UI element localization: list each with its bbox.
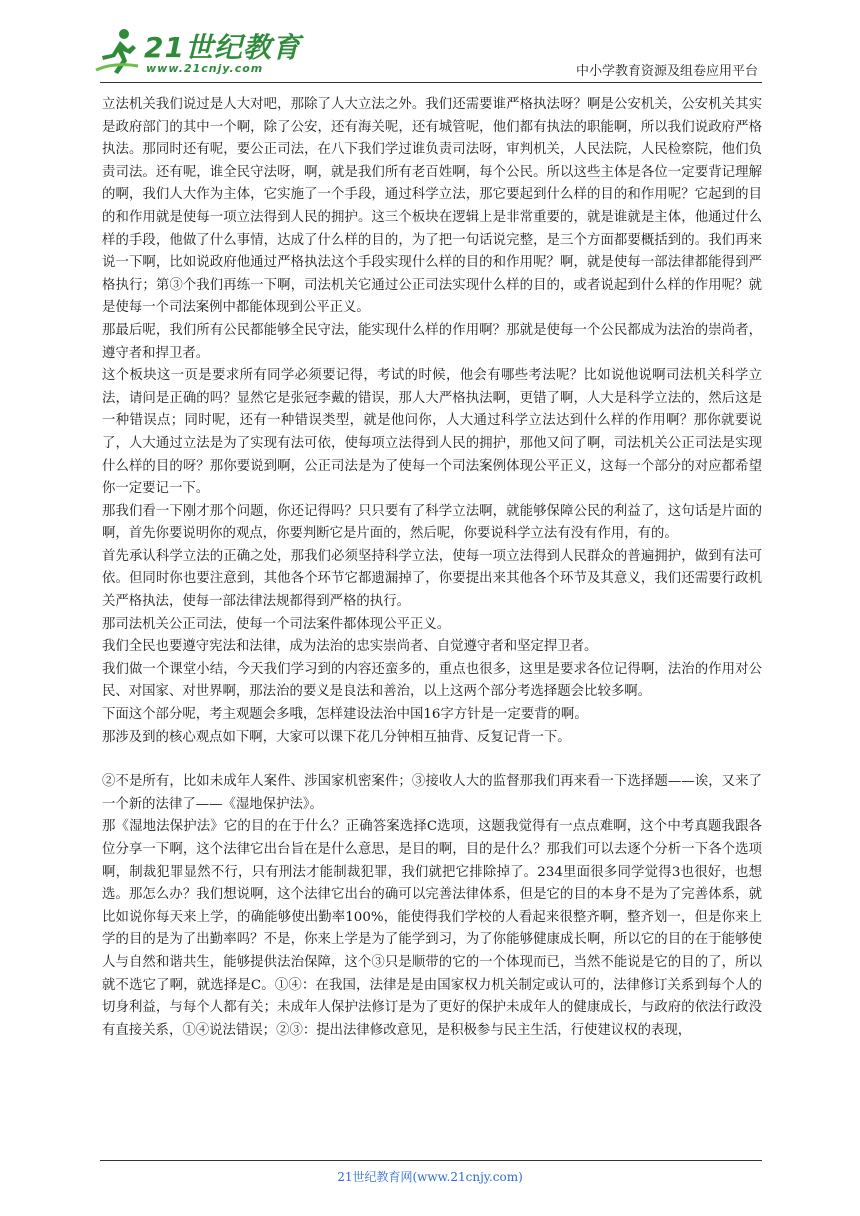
paragraph: 那我们看一下刚才那个问题，你还记得吗？只只要有了科学立法啊，就能够保障公民的利益了，这句话是片面的啊，首先你要说明你的观点，你要判断它是片面的，然后呢，你要说科学立法有没有作用，有的。 <box>102 503 762 542</box>
running-person-icon <box>94 26 142 78</box>
paragraph: ②不是所有，比如未成年人案件、涉国家机密案件；③接收人大的监督那我们再来看一下选择题——诶，又来了一个新的法律了——《湿地保护法》。 <box>102 774 762 812</box>
document-body <box>102 94 762 1042</box>
paragraph-gap <box>102 749 762 771</box>
paragraph: 那司法机关公正司法，使每一个司法案件都体现公平正义。 <box>102 616 451 632</box>
paragraph: 那最后呢，我们所有公民都能够全民守法，能实现什么样的作用啊？那就是使每一个公民都成为法治的崇尚者，遵守者和捍卫者。 <box>102 322 762 361</box>
paragraph: 那涉及到的核心观点如下啊，大家可以课下花几分钟相互抽背、反复记背一下。 <box>102 729 571 745</box>
paragraph: 我们全民也要遵守宪法和法律，成为法治的忠实崇尚者、自觉遵守者和坚定捍卫者。 <box>102 639 598 655</box>
site-logo <box>94 26 301 78</box>
platform-title: 中小学教育资源及组卷应用平台 <box>575 64 758 79</box>
page-footer: 21世纪教育网(www.21cnjy.com) <box>337 1170 523 1184</box>
paragraph: 这个板块这一页是要求所有同学必须要记得，考试的时候，他会有哪些考法呢？比如说他说啊司法机关科学立法，请问是正确的吗？显然它是张冠李戴的错误，那人大严格执法啊，更错了啊，人大是科学立法的，然后这是一种错误点；同时呢，还有一种错误类型，就是他问你，人大通过科学立法达到什么样的作用啊？那你就要说了，人大通过立法是为了实现有法可依，使每项立法得到人民的拥护，那他又问了啊，司法机关公正司法是实现什么样的目的呀？那你要说到啊，公正司法是为了使每一个司法案例体现公平正义，这每一个部分的对应都希望你一定要记一下。 <box>102 368 762 497</box>
footer-divider <box>100 1160 762 1161</box>
paragraph: 我们做一个课堂小结，今天我们学习到的内容还蛮多的，重点也很多，这里是要求各位记得啊，法治的作用对公民、对国家、对世界啊，那法治的要义是良法和善治，以上这两个部分考选择题会比较多啊。 <box>102 661 762 700</box>
paragraph: 首先承认科学立法的正确之处，那我们必须坚持科学立法，使每一项立法得到人民群众的普遍拥护，做到有法可依。但同时你也要注意到，其他各个环节它都遗漏掉了，你要提出来其他各个环节及其意义，我们还需要行政机关严格执法，使每一部法律法规都得到严格的执行。 <box>102 548 762 610</box>
page-header <box>0 0 860 92</box>
paragraph: 那《湿地法保护法》它的目的在于什么？正确答案选择C选项，这题我觉得有一点点难啊，这个中考真题我跟各位分享一下啊，这个法律它出台旨在是什么意思，是目的啊，目的是什么？那我们可以去逐个分析一下各个选项啊，制裁犯罪显然不行，只有刑法才能制裁犯罪，我们就把它排除掉了。234里面很多同学觉得3也很好，也想选。那怎么办？我们想说啊，这个法律它出台的确可以完善法律体系，但是它的目的本身不是为了完善体系，就比如说你每天来上学，的确能够使出勤率100%，能使得我们学校的人看起来很整齐啊，整齐划一，但是你来上学的目的是为了出勤率吗？不是，你来上学是为了能学到习，为了你能够健康成长啊，所以它的目的在于能够使人与自然和谐共生，能够提供法治保障，这个③只是顺带的它的一个体现而已，当然不能说是它的目的了，所以就不选它了啊，就选择是C。①④：在我国，法律是是由国家权力机关制定或认可的，法律修订关系到每个人的切身利益，与每个人都有关；未成年人保护法修订是为了更好的保护未成年人的健康成长，与政府的依法行政没有直接关系，①④说法错误；②③：提出法律修改意见，是积极参与民主生活，行使建议权的表现， <box>102 819 762 1038</box>
paragraph: 下面这个部分呢，考主观题会多哦，怎样建设法治中国16字方针是一定要背的啊。 <box>102 707 588 723</box>
logo-url: www.21cnjy.com <box>146 62 264 75</box>
header-divider <box>100 82 762 83</box>
logo-title: 21世纪教育 <box>144 31 301 64</box>
paragraph: 立法机关我们说过是人大对吧，那除了人大立法之外。我们还需要谁严格执法呀？啊是公安机关，公安机关其实是政府部门的其中一个啊，除了公安，还有海关呢，还有城管呢，他们都有执法的职能啊，所以我们说政府严格执法。那同时还有呢，要公正司法，在八下我们学过谁负责司法呀，审判机关，人民法院，人民检察院，他们负责司法。还有呢，谁全民守法呀，啊，就是我们所有老百姓啊，每个公民。所以这些主体是各位一定要背记理解的啊，我们人大作为主体，它实施了一个手段，通过科学立法，那它要起到什么样的目的和作用呢？它起到的目的和作用就是使每一项立法得到人民的拥护。这三个板块在逻辑上是非常重要的，就是谁就是主体，他通过什么样的手段，他做了什么事情，达成了什么样的目的，为了把一句话说完整，是三个方面都要概括到的。我们再来说一下啊，比如说政府他通过严格执法这个手段实现什么样的目的和作用呢？啊，就是使每一部法律都能得到严格执行；第③个我们再练一下啊，司法机关它通过公正司法实现什么样的目的，或者说起到什么样的作用呢？就是使每一个司法案例中都能体现到公平正义。 <box>102 97 762 316</box>
